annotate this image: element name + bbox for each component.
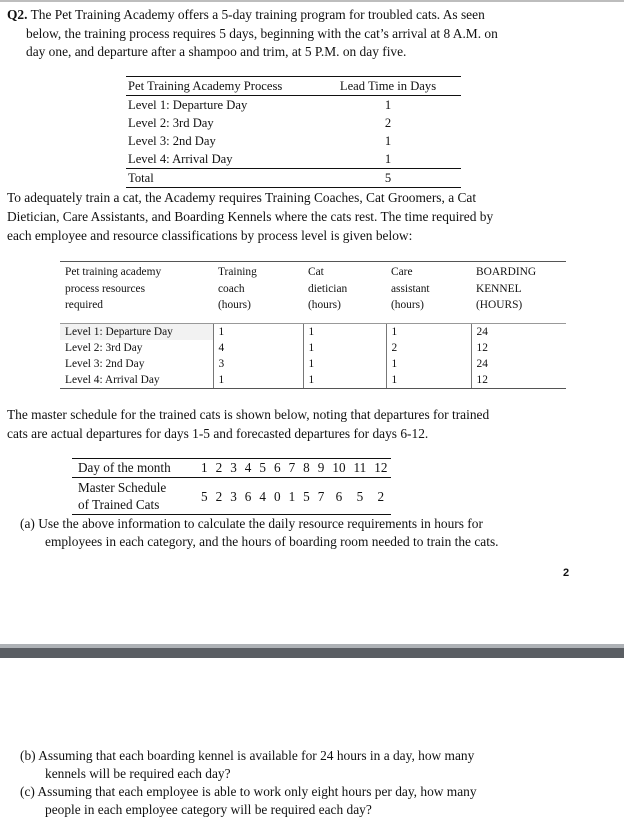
resource-header-coach	[213, 262, 303, 316]
part-b	[20, 747, 590, 783]
day-cell: 11	[350, 459, 371, 478]
resource-header-dietician	[303, 262, 386, 316]
resource-header-kennel	[471, 262, 566, 316]
cell-kennel: 12	[471, 340, 566, 356]
day-cell: 4	[241, 459, 256, 478]
question-line-1: The Pet Training Academy offers a 5-day training program for troubled cats. As seen	[30, 7, 485, 22]
table-row	[60, 340, 566, 356]
row-level: Level 4: Arrival Day	[60, 372, 213, 389]
part-b-line-1: (b) Assuming that each boarding kennel is available for 24 hours in a day, how many	[20, 748, 475, 763]
schedule-cell: 2	[212, 478, 227, 515]
day-cell: 2	[212, 459, 227, 478]
header-text: KENNEL	[476, 282, 522, 295]
day-cell: 8	[299, 459, 314, 478]
lead-row	[126, 150, 461, 169]
lead-level: Level 2: 3rd Day	[128, 116, 214, 130]
schedule-cell: 5	[350, 478, 371, 515]
header-text: Care	[391, 266, 413, 278]
header-text: (hours)	[308, 299, 341, 311]
cell-coach: 1	[213, 323, 303, 340]
lead-level: Level 3: 2nd Day	[128, 134, 216, 148]
cell-assistant: 1	[386, 356, 471, 372]
schedule-cell: 4	[255, 478, 270, 515]
cell-assistant: 1	[386, 323, 471, 340]
part-a-line-2: employees in each category, and the hours of boarding room needed to train the cats.	[45, 534, 499, 549]
cell-dietician: 1	[303, 340, 386, 356]
part-a	[20, 515, 590, 551]
question-intro	[7, 6, 582, 62]
resource-paragraph	[7, 188, 597, 245]
lead-row	[126, 132, 461, 150]
cell-kennel: 12	[471, 372, 566, 389]
header-text: Cat	[308, 266, 324, 278]
lead-days: 1	[384, 98, 392, 112]
day-cell: 3	[226, 459, 241, 478]
header-text: (hours)	[391, 299, 424, 311]
question-line-2: below, the training process requires 5 days, beginning with the cat’s arrival at 8 A.M. on	[26, 25, 498, 41]
resource-header-process	[60, 262, 213, 316]
header-spacer	[60, 316, 566, 324]
day-cell: 10	[328, 459, 349, 478]
schedule-cell: 0	[270, 478, 285, 515]
cell-kennel: 24	[471, 356, 566, 372]
lead-row	[126, 114, 461, 132]
cell-dietician: 1	[303, 323, 386, 340]
cell-assistant: 1	[386, 372, 471, 389]
part-a-line-1: (a) Use the above information to calculate the daily resource requirements in hours for	[20, 516, 483, 531]
top-divider	[0, 0, 624, 2]
master-schedule-table	[72, 458, 391, 515]
header-text: dietician	[308, 282, 348, 295]
day-row	[72, 459, 391, 478]
lead-row	[126, 96, 461, 115]
schedule-cell: 1	[285, 478, 300, 515]
resource-table	[60, 261, 566, 389]
schedule-cell: 7	[314, 478, 329, 515]
day-cell: 7	[285, 459, 300, 478]
schedule-cell: 5	[197, 478, 212, 515]
lead-days: 1	[384, 152, 392, 166]
day-cell: 5	[255, 459, 270, 478]
day-cell: 9	[314, 459, 329, 478]
day-cell: 1	[197, 459, 212, 478]
header-text: (hours)	[218, 299, 251, 311]
lead-header-days: Lead Time in Days	[313, 77, 461, 96]
cell-kennel: 24	[471, 323, 566, 340]
paragraph-line-1: To adequately train a cat, the Academy requires Training Coaches, Cat Groomers, a Cat	[7, 190, 477, 205]
table-row	[60, 323, 566, 340]
resource-header-assistant	[386, 262, 471, 316]
cell-coach: 3	[213, 356, 303, 372]
cell-dietician: 1	[303, 372, 386, 389]
question-number: Q2.	[7, 7, 28, 22]
lead-time-table	[126, 76, 461, 188]
resource-header-row	[60, 262, 566, 316]
master-line-1: The master schedule for the trained cats is shown below, noting that departures for trained	[7, 407, 490, 422]
cell-coach: 1	[213, 372, 303, 389]
paragraph-line-3: each employee and resource classifications by process level is given below:	[7, 228, 413, 243]
schedule-label	[72, 478, 197, 515]
table-row	[60, 372, 566, 389]
paragraph-line-2: Dietician, Care Assistants, and Boarding Kennels where the cats rest. The time required by	[7, 209, 494, 224]
row-level: Level 2: 3rd Day	[65, 341, 143, 354]
header-text: BOARDING	[476, 266, 537, 278]
table-row	[60, 356, 566, 372]
header-text: Training	[218, 266, 257, 278]
cell-coach: 4	[213, 340, 303, 356]
lead-table-header	[126, 77, 461, 96]
lead-level: Level 4: Arrival Day	[128, 152, 233, 166]
header-text: (HOURS)	[476, 299, 523, 311]
lead-days: 2	[384, 116, 392, 130]
master-line-2: cats are actual departures for days 1-5 and forecasted departures for days 6-12.	[7, 426, 429, 441]
lead-total-row	[126, 169, 461, 188]
part-c-line-1: (c) Assuming that each employee is able to work only eight hours per day, how many	[20, 784, 477, 799]
header-text: required	[65, 299, 103, 311]
page-break-band	[0, 648, 624, 658]
lead-header-process: Pet Training Academy Process	[126, 77, 313, 96]
header-text: process resources	[65, 282, 146, 295]
part-b-line-2: kennels will be required each day?	[45, 766, 231, 781]
part-c-line-2: people in each employee category will be required each day?	[45, 802, 372, 817]
day-label: Day of the month	[72, 459, 197, 478]
row-level: Level 3: 2nd Day	[65, 357, 145, 370]
cell-assistant: 2	[386, 340, 471, 356]
lead-total-value: 5	[313, 169, 461, 188]
schedule-row	[72, 478, 391, 515]
page-number: 2	[563, 567, 570, 579]
header-text: coach	[218, 282, 245, 295]
master-schedule-text	[7, 405, 597, 443]
lead-level: Level 1: Departure Day	[128, 98, 248, 112]
schedule-label-line: of Trained Cats	[78, 497, 160, 512]
question-line-3: day one, and departure after a shampoo and trim, at 5 P.M. on day five.	[26, 44, 407, 59]
header-text: Pet training academy	[65, 266, 162, 278]
schedule-label-line: Master Schedule	[78, 480, 167, 495]
schedule-cell: 2	[370, 478, 391, 515]
lead-days: 1	[384, 134, 392, 148]
row-level: Level 1: Departure Day	[60, 323, 213, 340]
header-text: assistant	[391, 282, 430, 295]
schedule-cell: 6	[241, 478, 256, 515]
lead-total-label: Total	[126, 169, 313, 188]
schedule-cell: 5	[299, 478, 314, 515]
part-c	[20, 783, 590, 819]
cell-dietician: 1	[303, 356, 386, 372]
schedule-cell: 3	[226, 478, 241, 515]
day-cell: 12	[370, 459, 391, 478]
day-cell: 6	[270, 459, 285, 478]
schedule-cell: 6	[328, 478, 349, 515]
